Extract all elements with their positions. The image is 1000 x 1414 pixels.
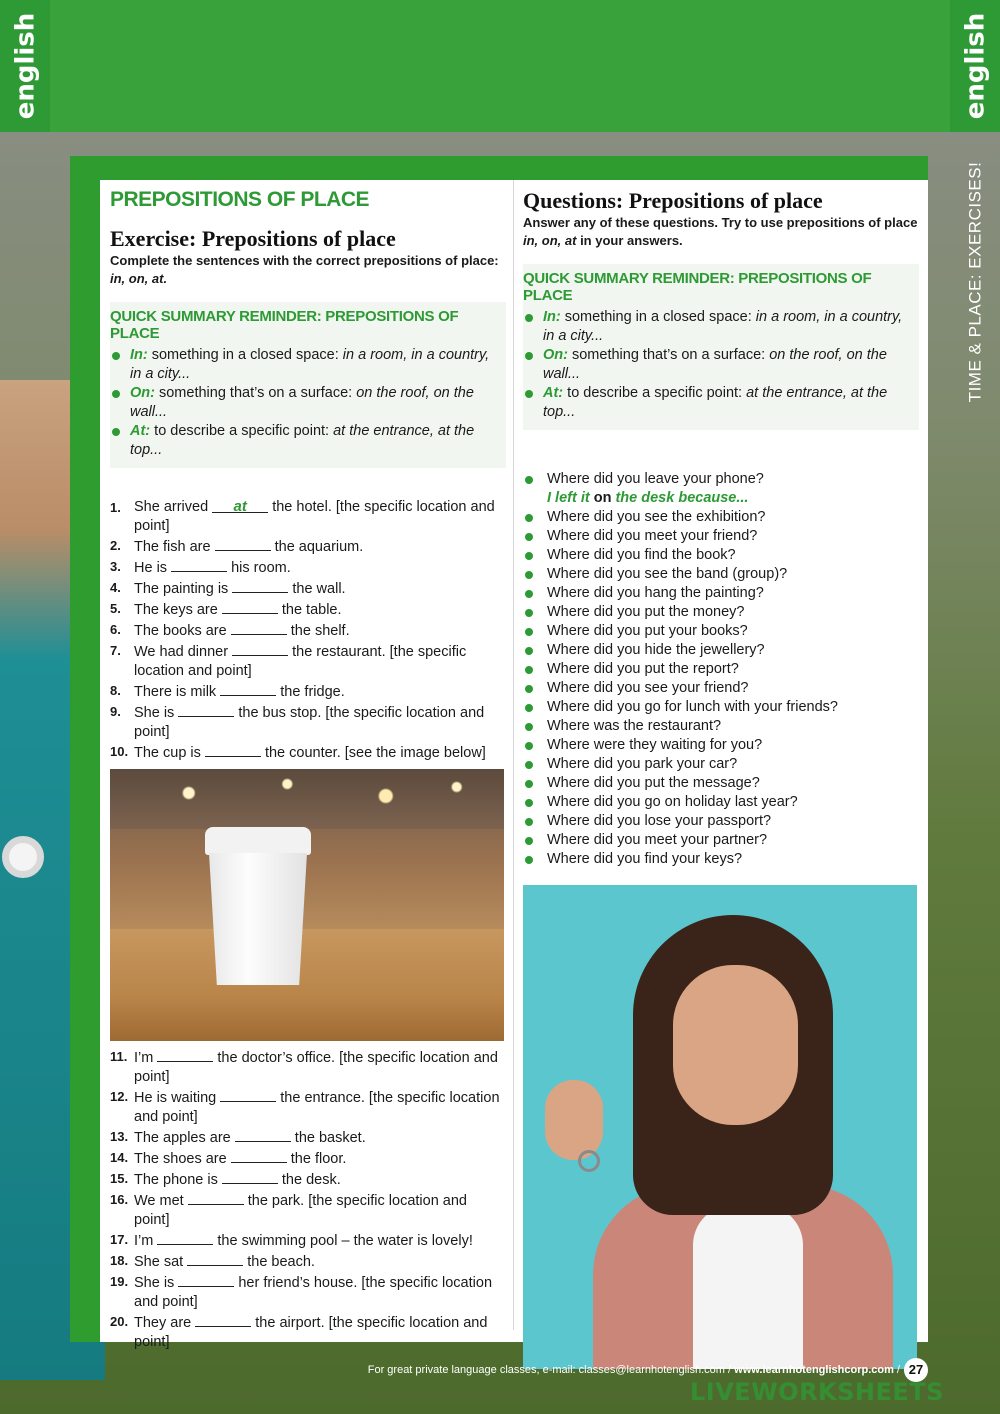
- answer-blank[interactable]: [171, 557, 227, 572]
- exercise-item: [110, 1087, 506, 1127]
- footer-url[interactable]: www.learnhotenglishcorp.com: [734, 1364, 894, 1376]
- exercise-item: [110, 681, 506, 702]
- answer-blank[interactable]: [178, 702, 234, 717]
- exercise-item: [110, 1272, 506, 1312]
- answer-blank[interactable]: [231, 1148, 287, 1163]
- exercise-text-before: I’m: [134, 1050, 158, 1066]
- exercise-text-after: the desk.: [277, 1172, 341, 1188]
- answer-blank[interactable]: [222, 1169, 278, 1184]
- exercise-text-after: the table.: [277, 602, 342, 618]
- exercise-item: [110, 599, 506, 620]
- exercise-number: 14.: [110, 1150, 129, 1165]
- exercise-text-after: the park. [the specific location and point]: [134, 1193, 467, 1228]
- exercise-number: 7.: [110, 643, 121, 658]
- answer-blank[interactable]: [212, 498, 268, 513]
- answer-blank[interactable]: [157, 1230, 213, 1245]
- logo-right: [950, 0, 1000, 132]
- coffee-cup-image: [110, 769, 504, 1041]
- exercise-item: [110, 1047, 506, 1087]
- cup-lid: [205, 827, 311, 855]
- summary-text: something in a closed space:: [147, 347, 343, 363]
- q-instruction-tail: in your answers.: [576, 233, 683, 248]
- exercise-number: 11.: [110, 1049, 128, 1064]
- exercise-text-before: She is: [134, 1275, 179, 1291]
- exercise-item: [110, 578, 506, 599]
- question-item: Where did you put your books?: [523, 622, 919, 641]
- summary-list: [110, 346, 498, 460]
- answer-part-a: I left it: [547, 490, 594, 506]
- exercise-item: [110, 1169, 506, 1190]
- exercise-number: 9.: [110, 704, 121, 719]
- footer: [340, 1364, 900, 1376]
- summary-keyword: On:: [543, 347, 568, 363]
- exercise-number: 1.: [110, 500, 121, 515]
- question-item: Where did you put the message?: [523, 774, 919, 793]
- q-summary-box: [523, 264, 919, 430]
- exercise-text-after: the bus stop. [the specific location and point]: [134, 705, 485, 740]
- answer-blank[interactable]: [205, 742, 261, 757]
- logo-text-right: english: [960, 12, 991, 120]
- key-icon: [578, 1150, 600, 1172]
- exercise-number: 4.: [110, 580, 121, 595]
- logo-left: [0, 0, 50, 132]
- exercise-title: Exercise: Prepositions of place: [110, 226, 396, 251]
- summary-example: at the entrance, at the top...: [543, 385, 888, 420]
- exercise-text-after: the restaurant. [the specific location and point]: [134, 644, 467, 679]
- paper-cup: [205, 827, 311, 985]
- exercise-text-after: her friend’s house. [the specific location and point]: [134, 1275, 493, 1310]
- questions-instruction: [523, 214, 919, 250]
- answer-blank[interactable]: [215, 536, 271, 551]
- exercise-item: [110, 641, 506, 681]
- footer-text: For great private language classes, e-mail: classes@learnhotenglish.com /: [367, 1364, 735, 1376]
- exercise-text-before: The shoes are: [134, 1151, 231, 1167]
- questions-title: Questions: Prepositions of place: [523, 188, 823, 213]
- watermark: LIVEWORKSHEETS: [690, 1378, 944, 1406]
- logo-text: english: [10, 12, 41, 120]
- summary-keyword: At:: [130, 423, 151, 439]
- instruction-text: Complete the sentences with the correct prepositions of place:: [110, 253, 499, 268]
- answer-blank[interactable]: [235, 1127, 291, 1142]
- question-item: Where did you hang the painting?: [523, 584, 919, 603]
- left-column: [110, 180, 506, 1352]
- exercise-text-before: He is: [134, 560, 172, 576]
- summary-keyword: On:: [130, 385, 155, 401]
- summary-item: [523, 384, 911, 422]
- side-label: [950, 132, 1000, 432]
- answer-part-c: the desk because...: [611, 490, 749, 506]
- answer-blank[interactable]: [187, 1251, 243, 1266]
- summary-item: [110, 384, 498, 422]
- summary-example: on the roof, on the wall...: [543, 347, 887, 382]
- exercise-item: [110, 1190, 506, 1230]
- summary-text: to describe a specific point:: [563, 385, 747, 401]
- exercise-text-after: the counter. [see the image below]: [260, 745, 486, 761]
- exercise-number: 15.: [110, 1171, 129, 1186]
- exercise-text-before: The apples are: [134, 1130, 235, 1146]
- exercise-text-after: the basket.: [290, 1130, 366, 1146]
- question-item: Where did you lose your passport?: [523, 812, 919, 831]
- question-item: Where did you find your keys?: [523, 850, 919, 869]
- question-item: Where did you put the money?: [523, 603, 919, 622]
- cafe-lights: [110, 769, 504, 829]
- exercise-text-before: I’m: [134, 1233, 158, 1249]
- question-item: Where did you go on holiday last year?: [523, 793, 919, 812]
- question-items: [523, 508, 919, 869]
- top-banner: [0, 0, 1000, 132]
- exercise-number: 10.: [110, 744, 129, 759]
- answer-blank[interactable]: [188, 1190, 244, 1205]
- exercise-text-before: We had dinner: [134, 644, 233, 660]
- exercise-text-after: his room.: [227, 560, 291, 576]
- exercise-text-before: The keys are: [134, 602, 222, 618]
- summary-text: something in a closed space:: [560, 309, 756, 325]
- question-item: Where did you see your friend?: [523, 679, 919, 698]
- q-instruction-text: Answer any of these questions. Try to use prepositions of place: [523, 215, 918, 230]
- question-item: Where were they waiting for you?: [523, 736, 919, 755]
- exercise-number: 20.: [110, 1314, 129, 1329]
- q-summary-list: [523, 308, 911, 422]
- exercise-text-before: She arrived: [134, 499, 213, 515]
- exercise-item: [110, 742, 506, 763]
- side-label-text: TIME & PLACE: EXERCISES!: [965, 161, 984, 403]
- exercise-item: [110, 702, 506, 742]
- exercise-text-after: the aquarium.: [270, 539, 364, 555]
- exercise-number: 8.: [110, 683, 121, 698]
- page-number: 27: [904, 1358, 928, 1382]
- answer-blank[interactable]: [222, 599, 278, 614]
- exercise-number: 18.: [110, 1253, 129, 1268]
- question-item: Where did you leave your phone?: [523, 470, 919, 489]
- question-item: Where did you meet your friend?: [523, 527, 919, 546]
- exercise-text-after: the wall.: [288, 581, 346, 597]
- exercise-number: 12.: [110, 1089, 129, 1104]
- exercise-item: [110, 536, 506, 557]
- exercise-list-a: [110, 498, 506, 763]
- exercise-number: 19.: [110, 1274, 129, 1289]
- exercise-text-after: the airport. [the specific location and point]: [134, 1315, 488, 1350]
- exercise-text-before: The cup is: [134, 745, 205, 761]
- answer-blank[interactable]: [157, 1047, 213, 1062]
- exercise-text-after: the doctor’s office. [the specific location and point]: [134, 1050, 498, 1085]
- exercise-text-before: She is: [134, 705, 179, 721]
- exercise-text-after: the beach.: [243, 1254, 315, 1270]
- right-column: [523, 180, 919, 1369]
- question-item: Where did you meet your partner?: [523, 831, 919, 850]
- exercise-text-before: They are: [134, 1315, 196, 1331]
- question-item: Where did you see the exhibition?: [523, 508, 919, 527]
- exercise-text-before: We met: [134, 1193, 188, 1209]
- exercise-item: [110, 1127, 506, 1148]
- exercise-text-after: the floor.: [286, 1151, 347, 1167]
- exercise-text-before: The painting is: [134, 581, 233, 597]
- exercise-text-before: There is milk: [134, 684, 221, 700]
- exercise-text-after: the entrance. [the specific location and point]: [134, 1090, 500, 1125]
- question-item: Where did you put the report?: [523, 660, 919, 679]
- cup-body: [209, 853, 307, 985]
- q-instruction-words: in, on, at: [523, 233, 577, 248]
- answer-part-b: on: [593, 490, 612, 506]
- exercise-text-before: The fish are: [134, 539, 215, 555]
- exercise-text-after: the hotel. [the specific location and point]: [134, 499, 495, 534]
- summary-item: [110, 422, 498, 460]
- summary-text: to describe a specific point:: [150, 423, 334, 439]
- sample-answer: [523, 489, 919, 508]
- exercise-number: 17.: [110, 1232, 129, 1247]
- answer-blank[interactable]: [232, 578, 288, 593]
- summary-box: [110, 302, 506, 468]
- summary-text: something that’s on a surface:: [567, 347, 770, 363]
- exercise-item: [110, 498, 506, 536]
- summary-text: something that’s on a surface:: [154, 385, 357, 401]
- summary-example: in a room, in a country, in a city...: [543, 309, 903, 344]
- question-item: Where did you go for lunch with your friends?: [523, 698, 919, 717]
- summary-item: [523, 346, 911, 384]
- exercise-number: 6.: [110, 622, 121, 637]
- question-item: Where did you find the book?: [523, 546, 919, 565]
- summary-example: at the entrance, at the top...: [130, 423, 475, 458]
- summary-item: [523, 308, 911, 346]
- stethoscope-image: [2, 836, 44, 878]
- exercise-item: [110, 1148, 506, 1169]
- exercise-number: 3.: [110, 559, 121, 574]
- section-heading: PREPOSITIONS OF PLACE: [110, 188, 370, 211]
- hand: [545, 1080, 603, 1160]
- exercise-item: [110, 557, 506, 578]
- exercise-item: [110, 620, 506, 641]
- answer-blank[interactable]: [232, 641, 288, 656]
- question-item: Where did you see the band (group)?: [523, 565, 919, 584]
- summary-keyword: In:: [543, 309, 561, 325]
- summary-item: [110, 346, 498, 384]
- exercise-instruction: [110, 252, 506, 288]
- answer-blank[interactable]: [195, 1312, 251, 1327]
- footer-sep: /: [893, 1364, 900, 1376]
- answer-fill: at: [233, 498, 247, 515]
- question-item: Where did you park your car?: [523, 755, 919, 774]
- exercise-text-before: The phone is: [134, 1172, 222, 1188]
- question-item: Where did you hide the jewellery?: [523, 641, 919, 660]
- exercise-number: 5.: [110, 601, 121, 616]
- worksheet-panel: [100, 180, 928, 1350]
- exercise-number: 13.: [110, 1129, 129, 1144]
- woman-with-keys-image: [523, 885, 917, 1369]
- questions-list: [523, 470, 919, 869]
- summary-keyword: At:: [543, 385, 564, 401]
- question-item: Where was the restaurant?: [523, 717, 919, 736]
- answer-blank[interactable]: [178, 1272, 234, 1287]
- summary-example: on the roof, on the wall...: [130, 385, 474, 420]
- answer-blank[interactable]: [220, 681, 276, 696]
- summary-example: in a room, in a country, in a city...: [130, 347, 490, 382]
- face: [673, 965, 798, 1125]
- q-summary-heading: QUICK SUMMARY REMINDER: PREPOSITIONS OF PLACE: [523, 270, 872, 304]
- exercise-text-before: The books are: [134, 623, 231, 639]
- white-shirt: [693, 1205, 803, 1369]
- exercise-text-before: She sat: [134, 1254, 188, 1270]
- summary-heading: QUICK SUMMARY REMINDER: PREPOSITIONS OF PLACE: [110, 308, 459, 342]
- exercise-item: [110, 1312, 506, 1352]
- exercise-text-after: the fridge.: [276, 684, 345, 700]
- exercise-text-after: the shelf.: [286, 623, 350, 639]
- exercise-text-before: He is waiting: [134, 1090, 221, 1106]
- answer-blank[interactable]: [231, 620, 287, 635]
- exercise-text-after: the swimming pool – the water is lovely!: [213, 1233, 473, 1249]
- answer-blank[interactable]: [220, 1087, 276, 1102]
- exercise-list-b: [110, 1047, 506, 1352]
- instruction-words: in, on, at.: [110, 271, 168, 286]
- exercise-item: [110, 1251, 506, 1272]
- column-divider: [513, 180, 514, 1330]
- exercise-item: [110, 1230, 506, 1251]
- exercise-number: 2.: [110, 538, 121, 553]
- exercise-number: 16.: [110, 1192, 129, 1207]
- summary-keyword: In:: [130, 347, 148, 363]
